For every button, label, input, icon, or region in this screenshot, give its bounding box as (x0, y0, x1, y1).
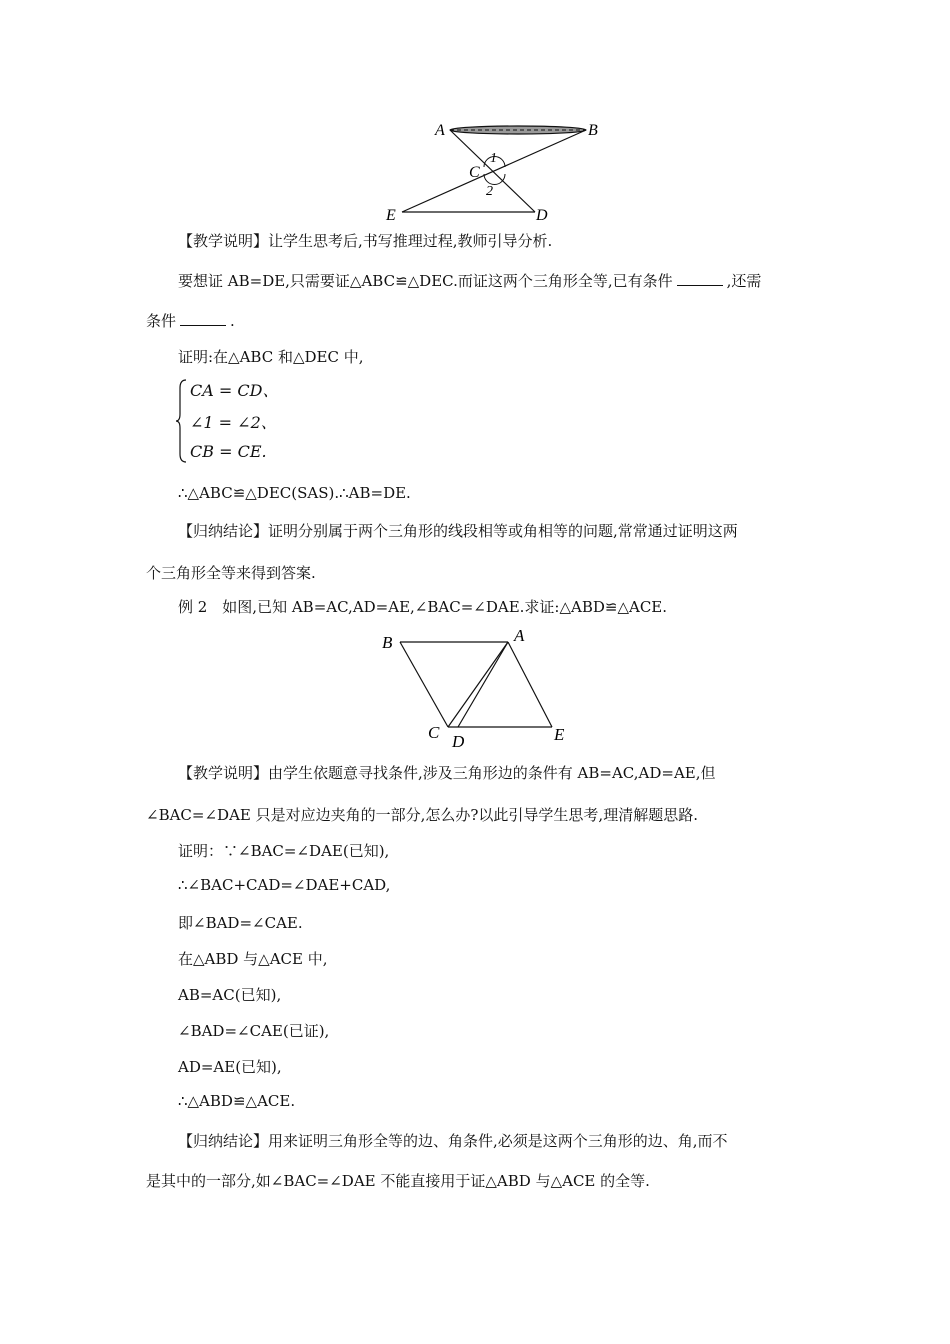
summary-2-tag: 【归纳结论】 (178, 1132, 269, 1150)
teaching-note-1 (178, 230, 552, 251)
proof-1-conclusion: ∴△ABC≌△DEC(SAS).∴AB=DE. (178, 484, 411, 502)
analysis-text-d: . (230, 312, 235, 330)
condition-ca-cd: CA = CD、 (190, 381, 279, 400)
figure-2-diagram (376, 624, 576, 750)
answer-blank-2[interactable] (180, 311, 226, 326)
proof-2-line-5: AB=AC(已知), (178, 986, 282, 1004)
label-b2: B (382, 633, 393, 652)
teaching-note-2-tag: 【教学说明】 (178, 764, 269, 782)
label-a2: A (514, 626, 525, 645)
analysis-line-2 (146, 310, 235, 331)
label-angle-1: 1 (490, 151, 497, 166)
proof-2-line-3: 即∠BAD=∠CAE. (178, 914, 303, 932)
summary-2-line-2: 是其中的一部分,如∠BAC=∠DAE 不能直接用于证△ABD 与△ACE 的全等. (146, 1172, 650, 1190)
proof-2-line-6: ∠BAD=∠CAE(已证), (178, 1022, 330, 1040)
figure-1-diagram (380, 115, 610, 227)
analysis-text-c: 条件 (146, 312, 177, 330)
label-d: D (536, 207, 548, 224)
segment-ad (450, 130, 535, 212)
proof-1-conditions (176, 378, 336, 466)
summary-1-line-1 (178, 520, 738, 541)
teaching-note-2-text-a: 由学生依题意寻找条件,涉及三角形边的条件有 AB=AC,AD=AE,但 (268, 764, 716, 782)
label-d2: D (452, 732, 465, 750)
condition-angle-1-2: ∠1 = ∠2、 (190, 413, 277, 432)
summary-2-text-a: 用来证明三角形全等的边、角条件,必须是这两个三角形的边、角,而不 (268, 1132, 728, 1150)
segment-be (402, 130, 586, 212)
analysis-text-a: 要想证 AB=DE,只需要证△ABC≌△DEC.而证这两个三角形全等,已有条件 (178, 272, 673, 290)
example-2-statement: 例 2 如图,已知 AB=AC,AD=AE,∠BAC=∠DAE.求证:△ABD≌△ACE. (178, 598, 668, 616)
label-e2: E (554, 725, 565, 744)
summary-1-line-2: 个三角形全等来得到答案. (146, 564, 316, 582)
summary-text-a: 证明分别属于两个三角形的线段相等或角相等的问题,常常通过证明这两 (268, 522, 738, 540)
teaching-note-2-line-1 (178, 762, 716, 783)
proof-2-line-7: AD=AE(已知), (178, 1058, 282, 1076)
segment-bc (400, 642, 448, 727)
teaching-note-2-line-2: ∠BAC=∠DAE 只是对应边夹角的一部分,怎么办?以此引导学生思考,理清解题思路. (146, 806, 698, 824)
proof-2-line-8: ∴△ABD≌△ACE. (178, 1092, 296, 1110)
analysis-line-1 (178, 270, 761, 291)
teaching-note-tag: 【教学说明】 (178, 232, 269, 250)
condition-cb-ce: CB = CE. (190, 442, 267, 461)
label-a: A (435, 122, 445, 139)
proof-2-line-4: 在△ABD 与△ACE 中, (178, 950, 328, 968)
label-c: C (469, 164, 480, 181)
label-e: E (386, 207, 396, 224)
label-angle-2: 2 (486, 184, 493, 199)
answer-blank-1[interactable] (677, 271, 723, 286)
left-brace (176, 378, 188, 464)
summary-2-line-1 (178, 1130, 728, 1151)
segment-ad (458, 642, 508, 727)
teaching-note-text: 让学生思考后,书写推理过程,教师引导分析. (268, 232, 553, 250)
label-c2: C (428, 723, 440, 742)
analysis-text-b: ,还需 (726, 272, 762, 290)
segment-ae (508, 642, 552, 727)
segment-ac (448, 642, 508, 727)
summary-tag: 【归纳结论】 (178, 522, 269, 540)
proof-2-line-1: 证明：∵∠BAC=∠DAE(已知), (178, 842, 390, 860)
proof-1-intro: 证明:在△ABC 和△DEC 中, (178, 348, 364, 366)
proof-2-line-2: ∴∠BAC+CAD=∠DAE+CAD, (178, 876, 391, 894)
label-b: B (588, 122, 598, 139)
